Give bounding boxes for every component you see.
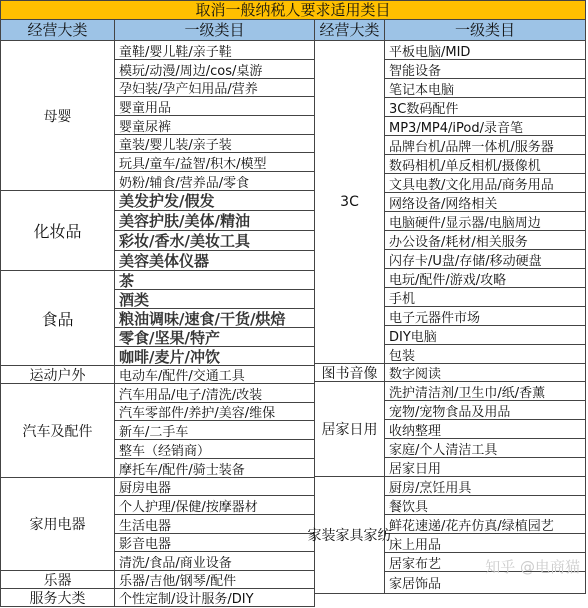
- right-subcategory-item: 网络设备/网络相关: [385, 193, 586, 212]
- right-subcategory-item: 电玩/配件/游戏/攻略: [385, 269, 586, 288]
- left-subcategory-item: 奶粉/辅食/营养品/零食: [115, 172, 315, 191]
- left-subcategory-item: 彩妆/香水/美妆工具: [115, 231, 315, 251]
- right-subcategory-item: 文具电教/文化用品/商务用品: [385, 174, 586, 193]
- right-subcategory-item: 数字阅读: [385, 364, 586, 382]
- left-subcategory-item: 清洗/食品/商业设备: [115, 552, 315, 571]
- left-subcategory-item: 生活电器: [115, 515, 315, 534]
- left-subcategory-item: 摩托车/配件/骑士装备: [115, 459, 315, 478]
- left-subcategory-item: 美发护发/假发: [115, 191, 315, 211]
- right-subcategory-item: 鲜花速递/花卉仿真/绿植园艺: [385, 515, 586, 534]
- left-subcategory-item: 乐器/吉他/钢琴/配件: [115, 571, 315, 589]
- left-subcategory-item: 美容美体仪器: [115, 251, 315, 271]
- right-subcategory-item: DIY电脑: [385, 326, 586, 345]
- right-subcategory-item: 智能设备: [385, 60, 586, 79]
- left-subcategory-item: 厨房电器: [115, 478, 315, 496]
- left-subcategory-item: 粮油调味/速食/干货/烘焙: [115, 309, 315, 328]
- right-subcategory-item: MP3/MP4/iPod/录音笔: [385, 117, 586, 136]
- table-title: 取消一般纳税人要求适用类目: [0, 0, 586, 20]
- right-subcategory-item: 手机: [385, 288, 586, 307]
- header-left-subcategory: 一级类目: [115, 20, 315, 41]
- right-subcategory-item: 电脑硬件/显示器/电脑周边: [385, 212, 586, 231]
- left-subcategory-item: 酒类: [115, 290, 315, 309]
- right-subcategory-item: 包装: [385, 345, 586, 364]
- left-subcategory-item: 影音电器: [115, 534, 315, 552]
- left-subcategory-item: 婴童尿裤: [115, 116, 315, 135]
- right-subcategory-item: 居家日用: [385, 458, 586, 477]
- right-subcategory-item: 闪存卡/U盘/存储/移动硬盘: [385, 250, 586, 269]
- left-category-cell: 食品: [0, 271, 115, 366]
- left-category-cell: 乐器: [0, 571, 115, 589]
- left-subcategory-item: 电动车/配件/交通工具: [115, 366, 315, 384]
- left-subcategory-item: 婴童用品: [115, 97, 315, 116]
- right-subcategory-item: 洗护清洁剂/卫生巾/纸/香薰: [385, 382, 586, 401]
- header-right-subcategory: 一级类目: [385, 20, 586, 41]
- left-category-cell: 汽车及配件: [0, 384, 115, 478]
- right-subcategory-item: 床上用品: [385, 534, 586, 553]
- left-subcategory-item: 童装/婴儿装/亲子装: [115, 135, 315, 153]
- right-category-cell: 3C: [315, 41, 385, 364]
- right-category-cell: 居家日用: [315, 382, 385, 477]
- right-subcategory-item: 数码相机/单反相机/摄像机: [385, 155, 586, 174]
- left-category-cell: 运动户外: [0, 366, 115, 384]
- left-subcategory-item: 孕妇装/孕产妇用品/营养: [115, 79, 315, 97]
- right-subcategory-item: 宠物/宠物食品及用品: [385, 401, 586, 420]
- left-category-cell: 化妆品: [0, 191, 115, 271]
- left-subcategory-item: 茶: [115, 271, 315, 290]
- right-subcategory-item: 收纳整理: [385, 420, 586, 439]
- left-subcategory-item: 美容护肤/美体/精油: [115, 211, 315, 231]
- right-subcategory-item: 平板电脑/MID: [385, 41, 586, 60]
- right-subcategory-item: 办公设备/耗材/相关服务: [385, 231, 586, 250]
- right-category-cell: 家装家具家纺: [315, 477, 385, 594]
- right-subcategory-item: 居家布艺: [385, 553, 586, 572]
- right-subcategory-item: 3C数码配件: [385, 98, 586, 117]
- right-category-cell: 图书音像: [315, 364, 385, 382]
- right-subcategory-item: 厨房/烹饪用具: [385, 477, 586, 496]
- left-category-cell: 服务大类: [0, 589, 115, 607]
- right-subcategory-item: 餐饮具: [385, 496, 586, 515]
- right-subcategory-item: 家庭/个人清洁工具: [385, 439, 586, 458]
- left-category-cell: 家用电器: [0, 478, 115, 571]
- right-subcategory-item: 电子元器件市场: [385, 307, 586, 326]
- watermark: 知乎 @电商猫: [485, 558, 580, 576]
- left-subcategory-item: 个人护理/保健/按摩器材: [115, 496, 315, 515]
- header-right-category: 经营大类: [315, 20, 385, 41]
- left-subcategory-item: 新车/二手车: [115, 421, 315, 440]
- left-subcategory-item: 模玩/动漫/周边/cos/桌游: [115, 60, 315, 79]
- header-left-category: 经营大类: [0, 20, 115, 41]
- right-subcategory-item: 品牌台机/品牌一体机/服务器: [385, 136, 586, 155]
- left-category-cell: 母婴: [0, 41, 115, 191]
- right-subcategory-item: 家居饰品: [385, 572, 586, 594]
- right-subcategory-item: 笔记本电脑: [385, 79, 586, 98]
- left-subcategory-item: 玩具/童车/益智/积木/模型: [115, 153, 315, 172]
- left-subcategory-item: 咖啡/麦片/冲饮: [115, 347, 315, 366]
- left-subcategory-item: 汽车用品/电子/清洗/改装: [115, 384, 315, 403]
- left-subcategory-item: 汽车零部件/养护/美容/维保: [115, 403, 315, 421]
- left-subcategory-item: 童鞋/婴儿鞋/亲子鞋: [115, 41, 315, 60]
- left-subcategory-item: 个性定制/设计服务/DIY: [115, 589, 315, 607]
- left-subcategory-item: 整车（经销商）: [115, 440, 315, 459]
- left-subcategory-item: 零食/坚果/特产: [115, 328, 315, 347]
